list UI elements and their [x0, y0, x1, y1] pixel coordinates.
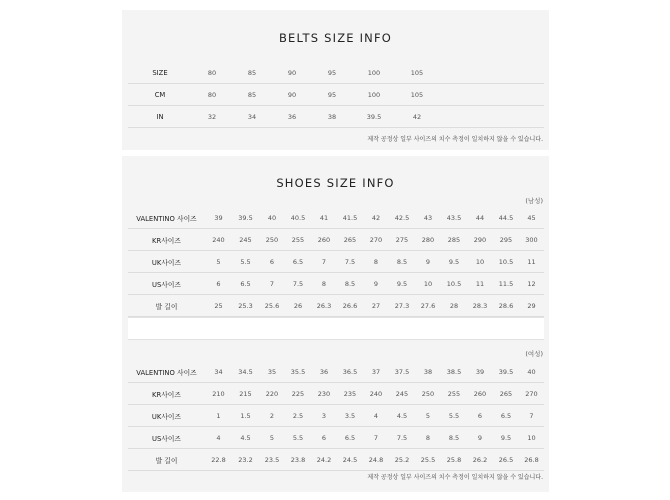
table-cell: 26.6 — [337, 295, 363, 317]
table-cell: 9 — [363, 273, 389, 295]
table-cell: 9 — [467, 427, 493, 449]
table-cell: 40.5 — [285, 207, 311, 229]
table-cell: 95 — [312, 84, 352, 106]
table-cell: 240 — [363, 383, 389, 405]
table-cell: 23.5 — [259, 449, 285, 471]
table-cell: 38.5 — [441, 361, 467, 383]
table-cell: 245 — [389, 383, 415, 405]
table-cell: 285 — [441, 229, 467, 251]
table-row — [128, 106, 544, 128]
table-cell: 100 — [352, 62, 396, 84]
table-cell: 80 — [192, 84, 232, 106]
table-cell: 23.8 — [285, 449, 311, 471]
table-cell-empty — [438, 84, 544, 106]
belts-size-body — [128, 62, 544, 128]
table-row — [128, 84, 544, 106]
table-cell: 80 — [192, 62, 232, 84]
table-cell: 215 — [232, 383, 259, 405]
table-cell: 1.5 — [232, 405, 259, 427]
table-cell: 11.5 — [493, 273, 519, 295]
table-cell: 290 — [467, 229, 493, 251]
row-label: CM — [128, 84, 192, 106]
table-cell: 230 — [311, 383, 337, 405]
row-label: UK사이즈 — [128, 251, 205, 273]
table-cell: 26.2 — [467, 449, 493, 471]
table-spacer — [128, 317, 544, 340]
belts-size-title: BELTS SIZE INFO — [278, 31, 393, 45]
table-cell: 90 — [272, 62, 312, 84]
table-cell: 5 — [259, 427, 285, 449]
table-cell: 43.5 — [441, 207, 467, 229]
table-cell: 27.6 — [415, 295, 441, 317]
table-cell: 225 — [285, 383, 311, 405]
table-cell: 7 — [311, 251, 337, 273]
table-cell: 34 — [205, 361, 232, 383]
row-label: UK사이즈 — [128, 405, 205, 427]
table-cell: 8.5 — [337, 273, 363, 295]
table-cell: 26 — [285, 295, 311, 317]
table-cell: 6.5 — [285, 251, 311, 273]
row-label: IN — [128, 106, 192, 128]
women-shoe-size-body — [128, 361, 544, 471]
belts-size-note: 제작 공정상 일부 사이즈의 치수 측정이 일치하지 않을 수 있습니다. — [367, 136, 543, 143]
table-cell: 2 — [259, 405, 285, 427]
table-cell: 34.5 — [232, 361, 259, 383]
table-cell: 5.5 — [285, 427, 311, 449]
table-cell: 4 — [363, 405, 389, 427]
table-row — [128, 251, 544, 273]
table-cell: 25.3 — [232, 295, 259, 317]
table-cell: 105 — [396, 62, 438, 84]
belts-size-panel — [122, 10, 549, 150]
table-cell: 7.5 — [389, 427, 415, 449]
table-cell: 10.5 — [493, 251, 519, 273]
table-cell: 3 — [311, 405, 337, 427]
table-cell: 105 — [396, 84, 438, 106]
table-cell: 25 — [205, 295, 232, 317]
table-cell: 90 — [272, 84, 312, 106]
table-cell: 37.5 — [389, 361, 415, 383]
table-cell: 4.5 — [389, 405, 415, 427]
table-cell: 4.5 — [232, 427, 259, 449]
table-cell: 36 — [311, 361, 337, 383]
table-cell: 42 — [363, 207, 389, 229]
table-cell: 8 — [363, 251, 389, 273]
table-cell: 25.8 — [441, 449, 467, 471]
table-cell: 9.5 — [389, 273, 415, 295]
table-cell: 7 — [519, 405, 544, 427]
table-cell: 260 — [467, 383, 493, 405]
table-cell: 95 — [312, 62, 352, 84]
table-cell: 85 — [232, 62, 272, 84]
table-cell: 7.5 — [285, 273, 311, 295]
table-cell: 39.5 — [493, 361, 519, 383]
table-cell: 23.2 — [232, 449, 259, 471]
table-cell: 245 — [232, 229, 259, 251]
table-cell: 265 — [337, 229, 363, 251]
table-row — [128, 207, 544, 229]
men-shoe-size-table — [128, 207, 544, 317]
table-cell: 27 — [363, 295, 389, 317]
table-cell: 6 — [311, 427, 337, 449]
table-cell: 6 — [467, 405, 493, 427]
table-cell: 41.5 — [337, 207, 363, 229]
women-label: (여성) — [525, 350, 543, 358]
table-cell: 25.2 — [389, 449, 415, 471]
men-label: (남성) — [525, 197, 543, 205]
table-cell: 26.3 — [311, 295, 337, 317]
table-cell: 235 — [337, 383, 363, 405]
table-cell: 34 — [232, 106, 272, 128]
table-cell: 4 — [205, 427, 232, 449]
table-cell: 9.5 — [493, 427, 519, 449]
table-cell: 85 — [232, 84, 272, 106]
table-cell: 8.5 — [441, 427, 467, 449]
table-cell: 25.6 — [259, 295, 285, 317]
table-row — [128, 405, 544, 427]
table-cell: 220 — [259, 383, 285, 405]
table-cell: 5 — [415, 405, 441, 427]
table-cell: 7.5 — [337, 251, 363, 273]
table-cell: 32 — [192, 106, 232, 128]
table-cell: 250 — [259, 229, 285, 251]
table-cell: 22.8 — [205, 449, 232, 471]
table-row — [128, 62, 544, 84]
table-cell: 100 — [352, 84, 396, 106]
table-cell: 39.5 — [232, 207, 259, 229]
table-cell: 300 — [519, 229, 544, 251]
table-cell: 8.5 — [389, 251, 415, 273]
table-cell: 6.5 — [232, 273, 259, 295]
table-cell: 295 — [493, 229, 519, 251]
table-cell-empty — [438, 106, 544, 128]
row-label: SIZE — [128, 62, 192, 84]
table-cell: 24.8 — [363, 449, 389, 471]
table-row — [128, 383, 544, 405]
table-cell: 28.6 — [493, 295, 519, 317]
table-cell: 5.5 — [232, 251, 259, 273]
table-cell: 40 — [519, 361, 544, 383]
shoes-size-note: 제작 공정상 일부 사이즈의 치수 측정이 일치하지 않을 수 있습니다. — [367, 474, 543, 481]
row-label: US사이즈 — [128, 427, 205, 449]
table-cell: 240 — [205, 229, 232, 251]
table-cell: 270 — [519, 383, 544, 405]
table-cell: 7 — [259, 273, 285, 295]
table-cell: 10 — [467, 251, 493, 273]
table-cell: 45 — [519, 207, 544, 229]
shoes-size-title: SHOES SIZE INFO — [276, 176, 395, 190]
table-cell: 44 — [467, 207, 493, 229]
row-label: VALENTINO 사이즈 — [128, 361, 205, 383]
table-cell: 6.5 — [493, 405, 519, 427]
table-cell: 3.5 — [337, 405, 363, 427]
table-cell: 26.5 — [493, 449, 519, 471]
table-cell: 12 — [519, 273, 544, 295]
table-row — [128, 295, 544, 317]
table-cell: 41 — [311, 207, 337, 229]
table-cell-empty — [438, 62, 544, 84]
table-cell: 9.5 — [441, 251, 467, 273]
table-cell: 2.5 — [285, 405, 311, 427]
row-label: VALENTINO 사이즈 — [128, 207, 205, 229]
table-cell: 8 — [415, 427, 441, 449]
table-cell: 28 — [441, 295, 467, 317]
table-cell: 255 — [285, 229, 311, 251]
table-cell: 1 — [205, 405, 232, 427]
table-cell: 40 — [259, 207, 285, 229]
table-cell: 42 — [396, 106, 438, 128]
row-label: KR사이즈 — [128, 229, 205, 251]
table-row — [128, 273, 544, 295]
table-cell: 275 — [389, 229, 415, 251]
table-cell: 10.5 — [441, 273, 467, 295]
row-label: 발 길이 — [128, 449, 205, 471]
table-cell: 10 — [519, 427, 544, 449]
table-cell: 11 — [519, 251, 544, 273]
table-cell: 24.2 — [311, 449, 337, 471]
table-cell: 6 — [205, 273, 232, 295]
row-label: 발 길이 — [128, 295, 205, 317]
table-cell: 5.5 — [441, 405, 467, 427]
belts-size-table — [128, 62, 544, 128]
table-cell: 28.3 — [467, 295, 493, 317]
table-cell: 26.8 — [519, 449, 544, 471]
table-cell: 10 — [415, 273, 441, 295]
row-label: US사이즈 — [128, 273, 205, 295]
table-cell: 39 — [467, 361, 493, 383]
table-cell: 6 — [259, 251, 285, 273]
table-cell: 255 — [441, 383, 467, 405]
table-cell: 42.5 — [389, 207, 415, 229]
table-cell: 6.5 — [337, 427, 363, 449]
table-cell: 260 — [311, 229, 337, 251]
table-cell: 29 — [519, 295, 544, 317]
table-cell: 8 — [311, 273, 337, 295]
table-cell: 270 — [363, 229, 389, 251]
table-cell: 35.5 — [285, 361, 311, 383]
table-cell: 210 — [205, 383, 232, 405]
table-cell: 38 — [415, 361, 441, 383]
table-cell: 9 — [415, 251, 441, 273]
table-row — [128, 229, 544, 251]
table-cell: 280 — [415, 229, 441, 251]
men-shoe-size-body — [128, 207, 544, 317]
table-cell: 37 — [363, 361, 389, 383]
table-cell: 5 — [205, 251, 232, 273]
table-cell: 24.5 — [337, 449, 363, 471]
table-cell: 44.5 — [493, 207, 519, 229]
table-cell: 27.3 — [389, 295, 415, 317]
table-cell: 25.5 — [415, 449, 441, 471]
table-cell: 250 — [415, 383, 441, 405]
table-cell: 38 — [312, 106, 352, 128]
table-cell: 11 — [467, 273, 493, 295]
table-row — [128, 449, 544, 471]
table-cell: 36.5 — [337, 361, 363, 383]
table-cell: 36 — [272, 106, 312, 128]
table-row — [128, 427, 544, 449]
table-cell: 35 — [259, 361, 285, 383]
table-cell: 265 — [493, 383, 519, 405]
table-cell: 39 — [205, 207, 232, 229]
row-label: KR사이즈 — [128, 383, 205, 405]
table-cell: 43 — [415, 207, 441, 229]
women-shoe-size-table — [128, 361, 544, 471]
table-cell: 7 — [363, 427, 389, 449]
table-row — [128, 361, 544, 383]
table-cell: 39.5 — [352, 106, 396, 128]
